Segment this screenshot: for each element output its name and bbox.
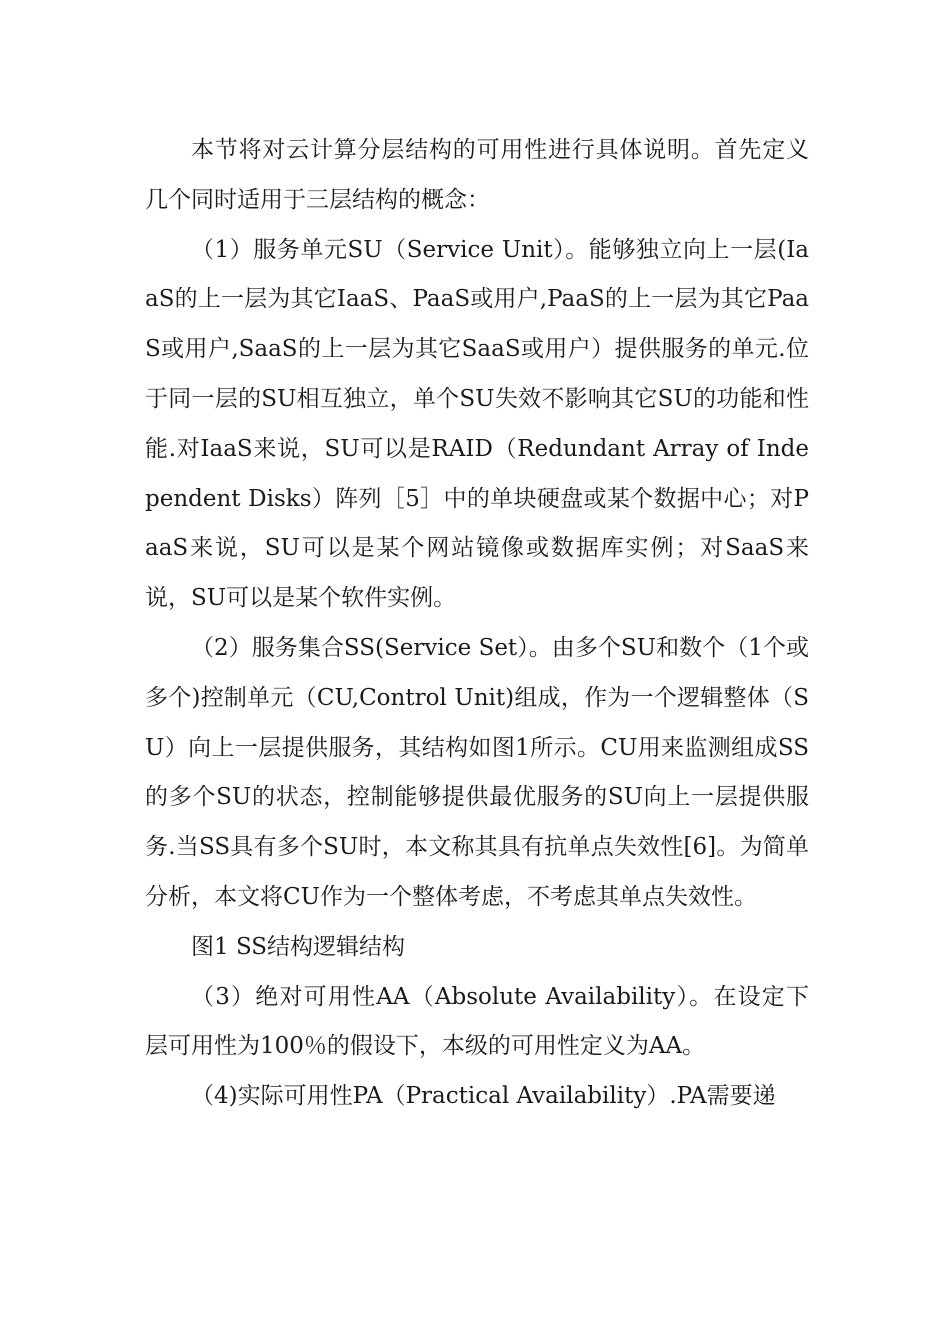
paragraph-service-set: （2）服务集合SS(Service Set）。由多个SU和数个（1个或多个)控制单元（CU,Control Unit)组成，作为一个逻辑整体（SU）向上一层提供服务，其结构如图1所示。CU用来监测组成SS的多个SU的状态，控制能够提供最优服务的SU向上一层提供服务.当SS具有多个SU时，本文称其具有抗单点失效性[6]。为简单分析，本文将CU作为一个整体考虑，不考虑其单点失效性。 — [145, 634, 809, 910]
paragraph-absolute-availability: （3）绝对可用性AA（Absolute Availability）。在设定下层可用性为100％的假设下，本级的可用性定义为AA。 — [145, 983, 809, 1060]
paragraph-service-unit: （1）服务单元SU（Service Unit）。能够独立向上一层(IaaS的上一层为其它IaaS、PaaS或用户,PaaS的上一层为其它PaaS或用户,SaaS的上一层为其它SaaS或用户）提供服务的单元.位于同一层的SU相互独立，单个SU失效不影响其它SU的功能和性能.对IaaS来说，SU可以是RAID（Redundant Array of Independent Disks）阵列［5］中的单块硬盘或某个数据中心；对PaaS来说，SU可以是某个网站镜像或数据库实例；对SaaS来说，SU可以是某个软件实例。 — [145, 236, 809, 612]
paragraph-intro: 本节将对云计算分层结构的可用性进行具体说明。首先定义几个同时适用于三层结构的概念： — [145, 137, 809, 213]
paragraph-practical-availability: （4)实际可用性PA（Practical Availability）.PA需要递 — [191, 1083, 776, 1110]
document-body — [145, 126, 809, 1122]
figure-caption: 图1 SS结构逻辑结构 — [191, 933, 406, 960]
